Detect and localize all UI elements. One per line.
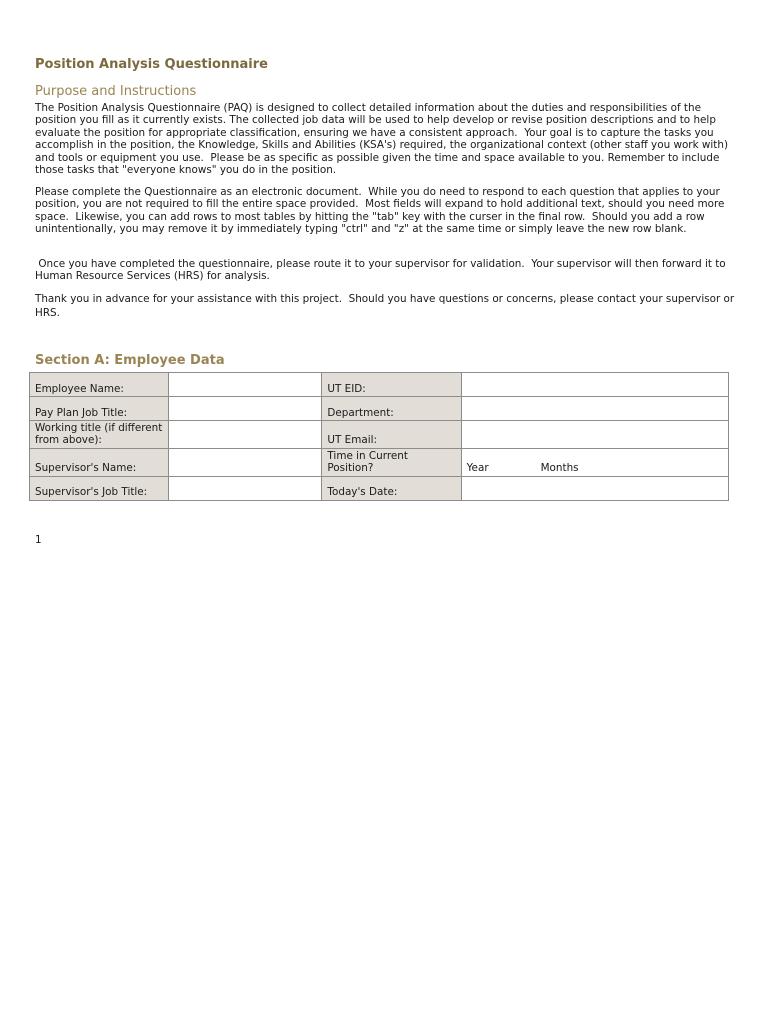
months-label: Months bbox=[540, 462, 579, 475]
supervisor-name-field[interactable] bbox=[169, 448, 322, 476]
year-label: Year bbox=[466, 462, 489, 475]
thank-you-paragraph: Thank you in advance for your assistance with this project. Should you have questions or concerns, please contact your supervisor or HRS. bbox=[35, 293, 738, 320]
supervisor-job-title-field[interactable] bbox=[169, 476, 322, 500]
working-title-field[interactable] bbox=[169, 421, 322, 449]
page-number: 1 bbox=[35, 534, 42, 546]
pay-plan-job-title-field[interactable] bbox=[169, 397, 322, 421]
ut-email-label: UT Email: bbox=[322, 421, 461, 449]
table-row bbox=[30, 448, 729, 476]
ut-eid-field[interactable] bbox=[461, 373, 728, 397]
supervisor-name-label: Supervisor's Name: bbox=[30, 448, 169, 476]
table-row bbox=[30, 476, 729, 500]
department-label: Department: bbox=[322, 397, 461, 421]
todays-date-label: Today's Date: bbox=[322, 476, 461, 500]
department-field[interactable] bbox=[461, 397, 728, 421]
employee-name-label: Employee Name: bbox=[30, 373, 169, 397]
supervisor-job-title-label: Supervisor's Job Title: bbox=[30, 476, 169, 500]
todays-date-field[interactable] bbox=[461, 476, 728, 500]
ut-email-field[interactable] bbox=[461, 421, 728, 449]
ut-eid-label: UT EID: bbox=[322, 373, 461, 397]
routing-paragraph: Once you have completed the questionnaire, please route it to your supervisor for validation. Your supervisor will then forward it to Human Resource Services (HRS) for analysis. bbox=[35, 258, 729, 283]
table-row bbox=[30, 397, 729, 421]
table-row bbox=[30, 421, 729, 449]
section-a-heading: Section A: Employee Data bbox=[35, 353, 225, 368]
employee-data-table bbox=[29, 372, 729, 501]
working-title-label: Working title (if different from above): bbox=[30, 421, 169, 449]
employee-name-field[interactable] bbox=[169, 373, 322, 397]
table-row bbox=[30, 373, 729, 397]
pay-plan-job-title-label: Pay Plan Job Title: bbox=[30, 397, 169, 421]
instructions-paragraph: Please complete the Questionnaire as an electronic document. While you do need to respond to each question that applies to your position, you are not required to fill the entire space provided. Most fields will expand to hold additional text, should you need more space. Likewise, you can add rows to most tables by hitting the "tab" key with the curser in the final row. Should you add a row unintentionally, you may remove it by immediately typing "ctrl" and "z" at the same time or simply leave the new row blank. bbox=[35, 186, 728, 236]
purpose-heading: Purpose and Instructions bbox=[35, 84, 197, 99]
document-title: Position Analysis Questionnaire bbox=[35, 57, 268, 72]
intro-paragraph: The Position Analysis Questionnaire (PAQ) is designed to collect detailed information about the duties and responsibilities of the position you fill as it currently exists. The collected job data will be used to help develop or revise position descriptions and to help evaluate the position for appropriate classification, ensuring we have a consistent approach. Your goal is to capture the tasks you accomplish in the position, the Knowledge, Skills and Abilities (KSA's) required, the organizational context (other staff you work with) and tools or equipment you use. Please be as specific as possible given the time and space available to you. Remember to include those tasks that "everyone knows" you do in the position. bbox=[35, 102, 732, 177]
time-in-position-field[interactable] bbox=[461, 448, 728, 476]
time-in-position-label: Time in Current Position? bbox=[322, 448, 461, 476]
